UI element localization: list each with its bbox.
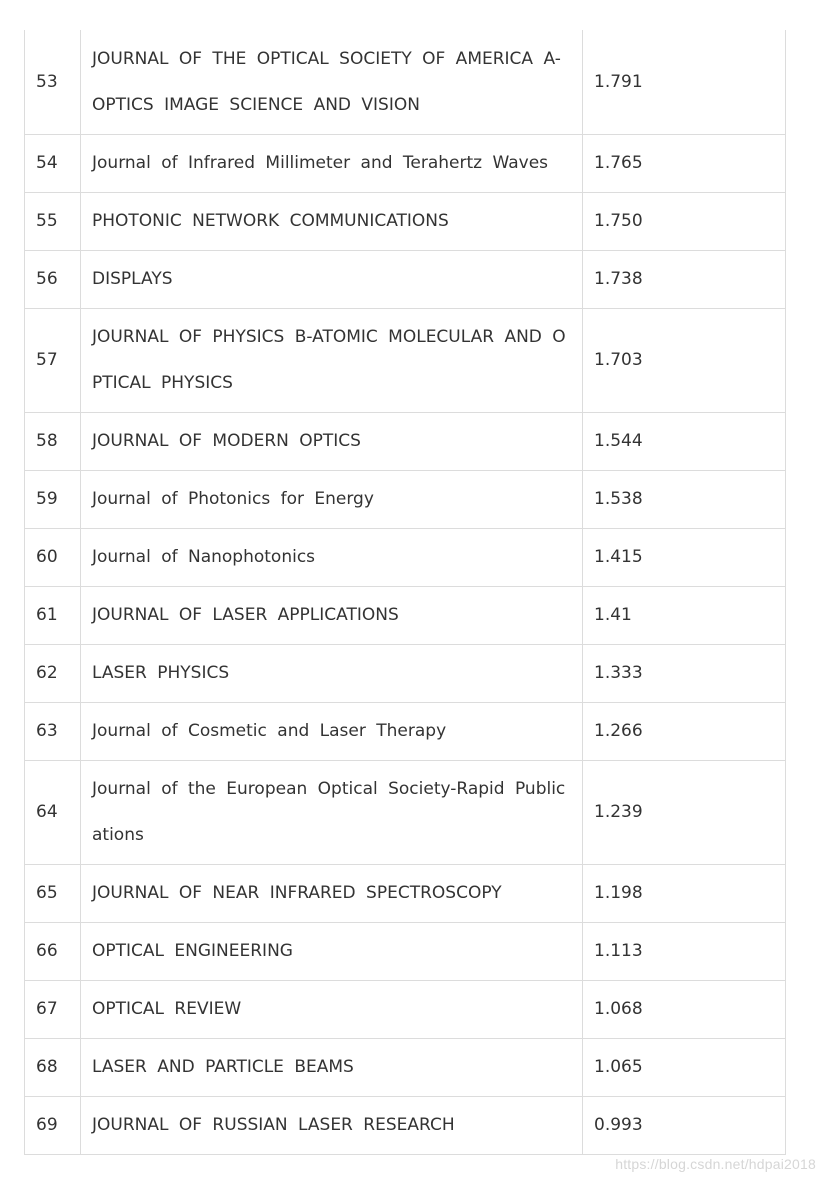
rank-cell: 68: [25, 1038, 81, 1096]
journal-name-cell: OPTICAL REVIEW: [81, 980, 583, 1038]
impact-factor-cell: 1.239: [583, 760, 786, 864]
rank-cell: 56: [25, 250, 81, 308]
table-row: [25, 250, 786, 308]
impact-factor-cell: 1.266: [583, 702, 786, 760]
journal-name-cell: DISPLAYS: [81, 250, 583, 308]
table-row: [25, 644, 786, 702]
journal-name-cell: PHOTONIC NETWORK COMMUNICATIONS: [81, 192, 583, 250]
table-row: [25, 30, 786, 134]
table-row: [25, 134, 786, 192]
rank-cell: 67: [25, 980, 81, 1038]
rank-cell: 58: [25, 412, 81, 470]
rank-cell: 62: [25, 644, 81, 702]
table-row: [25, 864, 786, 922]
rank-cell: 65: [25, 864, 81, 922]
journal-ranking-table: [24, 30, 786, 1155]
journal-name-cell: JOURNAL OF NEAR INFRARED SPECTROSCOPY: [81, 864, 583, 922]
rank-cell: 61: [25, 586, 81, 644]
journal-name-cell: Journal of Nanophotonics: [81, 528, 583, 586]
table-row: [25, 528, 786, 586]
impact-factor-cell: 1.065: [583, 1038, 786, 1096]
impact-factor-cell: 1.791: [583, 30, 786, 134]
impact-factor-cell: 1.068: [583, 980, 786, 1038]
journal-name-cell: JOURNAL OF RUSSIAN LASER RESEARCH: [81, 1096, 583, 1154]
watermark-url: https://blog.csdn.net/hdpai2018: [615, 1156, 816, 1172]
journal-name-cell: Journal of Cosmetic and Laser Therapy: [81, 702, 583, 760]
table-row: [25, 702, 786, 760]
rank-cell: 54: [25, 134, 81, 192]
journal-name-cell: LASER AND PARTICLE BEAMS: [81, 1038, 583, 1096]
impact-factor-cell: 1.333: [583, 644, 786, 702]
journal-name-cell: OPTICAL ENGINEERING: [81, 922, 583, 980]
journal-name-cell: Journal of Photonics for Energy: [81, 470, 583, 528]
impact-factor-cell: 1.113: [583, 922, 786, 980]
impact-factor-cell: 1.41: [583, 586, 786, 644]
table-row: [25, 1096, 786, 1154]
rank-cell: 55: [25, 192, 81, 250]
rank-cell: 64: [25, 760, 81, 864]
table-row: [25, 192, 786, 250]
impact-factor-cell: 1.703: [583, 308, 786, 412]
journal-name-cell: JOURNAL OF LASER APPLICATIONS: [81, 586, 583, 644]
table-row: [25, 586, 786, 644]
impact-factor-cell: 1.538: [583, 470, 786, 528]
journal-name-cell: Journal of the European Optical Society-Rapid Publications: [81, 760, 583, 864]
table-row: [25, 412, 786, 470]
impact-factor-cell: 1.198: [583, 864, 786, 922]
impact-factor-cell: 1.765: [583, 134, 786, 192]
journal-name-cell: Journal of Infrared Millimeter and Terahertz Waves: [81, 134, 583, 192]
table-row: [25, 1038, 786, 1096]
impact-factor-cell: 1.415: [583, 528, 786, 586]
journal-name-cell: LASER PHYSICS: [81, 644, 583, 702]
impact-factor-cell: 1.750: [583, 192, 786, 250]
journal-name-cell: JOURNAL OF MODERN OPTICS: [81, 412, 583, 470]
impact-factor-cell: 1.738: [583, 250, 786, 308]
rank-cell: 59: [25, 470, 81, 528]
impact-factor-cell: 0.993: [583, 1096, 786, 1154]
rank-cell: 69: [25, 1096, 81, 1154]
journal-name-cell: JOURNAL OF PHYSICS B-ATOMIC MOLECULAR AND OPTICAL PHYSICS: [81, 308, 583, 412]
table-row: [25, 922, 786, 980]
impact-factor-cell: 1.544: [583, 412, 786, 470]
rank-cell: 57: [25, 308, 81, 412]
rank-cell: 60: [25, 528, 81, 586]
table-row: [25, 470, 786, 528]
table-row: [25, 980, 786, 1038]
rank-cell: 63: [25, 702, 81, 760]
rank-cell: 66: [25, 922, 81, 980]
journal-name-cell: JOURNAL OF THE OPTICAL SOCIETY OF AMERICA A-OPTICS IMAGE SCIENCE AND VISION: [81, 30, 583, 134]
table-row: [25, 760, 786, 864]
table-row: [25, 308, 786, 412]
rank-cell: 53: [25, 30, 81, 134]
